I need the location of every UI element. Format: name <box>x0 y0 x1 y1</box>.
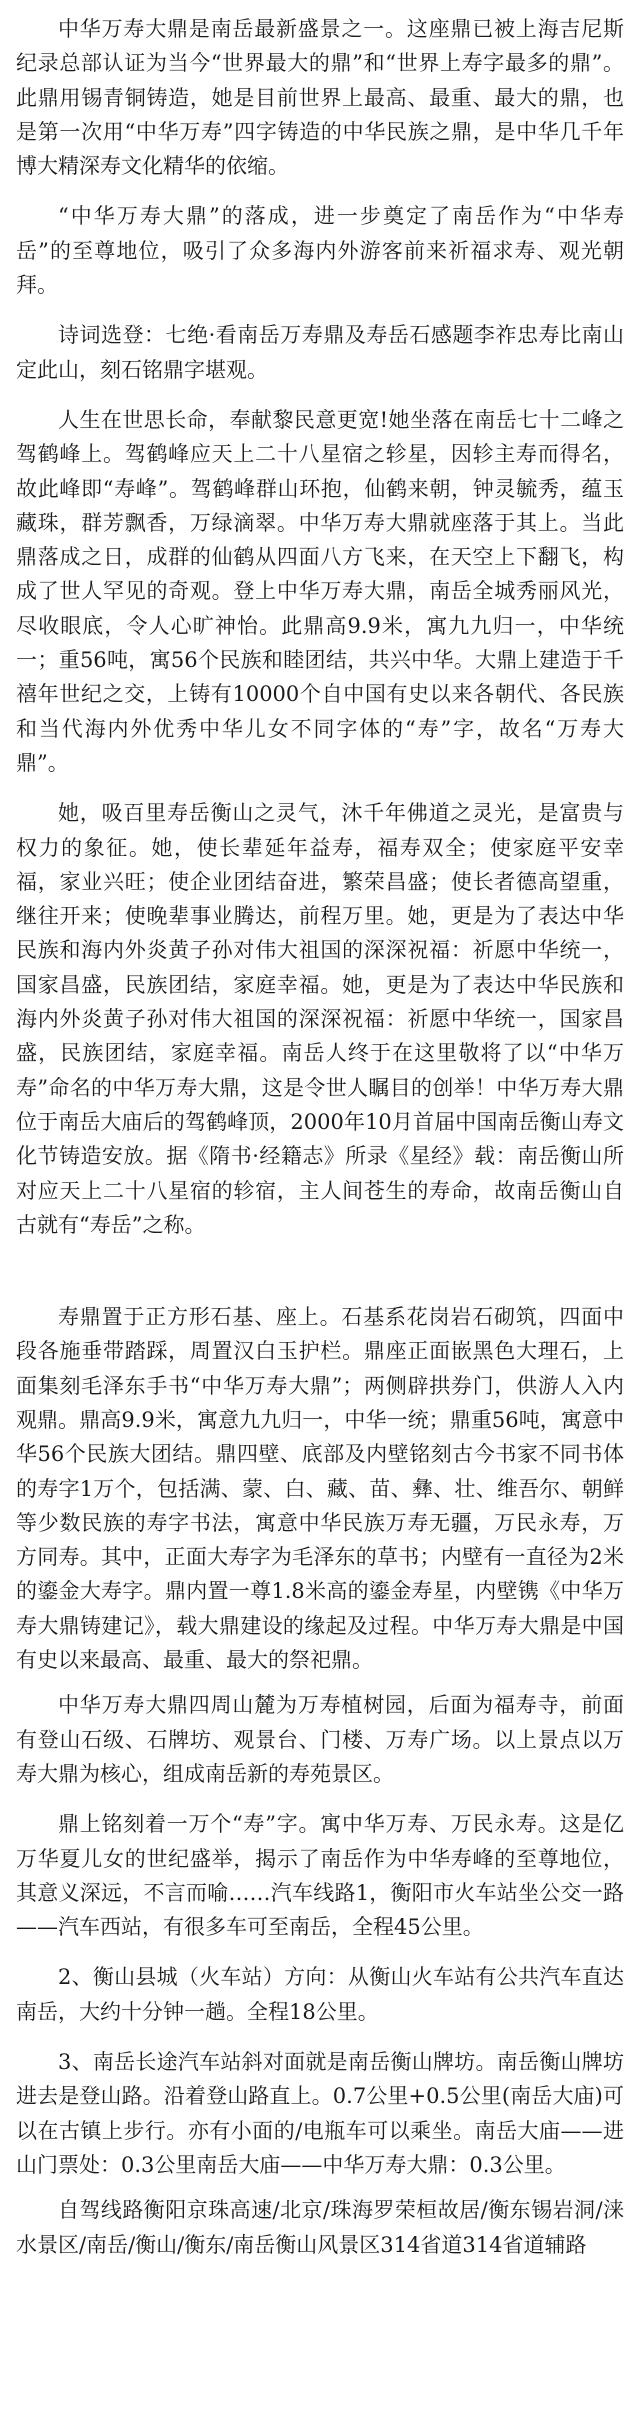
inscription-route-paragraph: 鼎上铭刻着一万个“寿”字。寓中华万寿、万民永寿。这是亿万华夏儿女的世纪盛举，揭示了南岳作为中华寿峰的至尊地位，其意义深远，不言而喻……汽车线路1，衡阳市火车站坐公交一路——汽车西站，有很多车可至南岳，全程45公里。 <box>16 1812 624 1940</box>
significance-paragraph: “中华万寿大鼎”的落成，进一步奠定了南岳作为“中华寿岳”的至尊地位，吸引了众多海内外游客前来祈福求寿、观光朝拜。 <box>16 204 624 298</box>
self-drive-paragraph: 自驾线路衡阳京珠高速/北京/珠海罗荣桓故居/衡东锡岩洞/涞水景区/南岳/衡山/衡东/南岳衡山风景区314省道314省道辅路 <box>16 2198 624 2257</box>
symbolism-paragraph: 她，吸百里寿岳衡山之灵气，沐千年佛道之灵光，是富贵与权力的象征。她，使长辈延年益寿，福寿双全；使家庭平安幸福，家业兴旺；使企业团结奋进，繁荣昌盛；使长者德高望重，继往开来；使晚辈事业腾达，前程万里。她，更是为了表达中华民族和海内外炎黄子孙对伟大祖国的深深祝福：祈愿中华统一，国家昌盛，民族团结，家庭幸福。她，更是为了表达中华民族和海内外炎黄子孙对伟大祖国的深深祝福：祈愿中华统一，国家昌盛，民族团结，家庭幸福。南岳人终于在这里敬将了以“中华万寿”命名的中华万寿大鼎，这是令世人瞩目的创举！中华万寿大鼎 位于南岳大庙后的驾鹤峰顶，2000年10月首届中国南岳衡山寿文化节铸造安放。据《隋书·经籍志》所录《星经》载：南岳衡山所对应天上二十八星宿的轸宿，主人间苍生的寿命，故南岳衡山自古就有“寿岳”之称。 <box>16 801 624 1237</box>
poem-paragraph: 诗词选登：七绝·看南岳万寿鼎及寿岳石感题李祚忠寿比南山定此山，刻石铭鼎字堪观。 <box>16 323 624 382</box>
surroundings-paragraph: 中华万寿大鼎四周山麓为万寿植树园，后面为福寿寺，前面有登山石级、石牌坊、观景台、门楼、万寿广场。以上景点以万寿大鼎为核心，组成南岳新的寿苑景区。 <box>16 1693 624 1786</box>
structure-paragraph: 寿鼎置于正方形石基、座上。石基系花岗岩石砌筑，四面中段各施垂带踏踩，周置汉白玉护栏。鼎座正面嵌黑色大理石，上面集刻毛泽东手书“中华万寿大鼎”；两侧辟拱券门，供游人入内观鼎。鼎高9.9米，寓意九九归一，中华一统；鼎重56吨，寓意中华56个民族大团结。鼎四壁、底部及内壁铭刻古今书家不同书体的寿字1万个，包括满、蒙、白、藏、苗、彝、壮、维吾尔、朝鲜等少数民族的寿字书法，寓意中华民族万寿无疆，万民永寿，万方同寿。其中，正面大寿字为毛泽东的草书；内壁有一直径为2米的鎏金大寿字。鼎内置一尊1.8米高的鎏金寿星，内壁镌《中华万寿大鼎铸建记》，载大鼎建设的缘起及过程。中华万寿大鼎是中国有史以来最高、最重、最大的祭祀鼎。 <box>16 1305 624 1673</box>
route-3-paragraph: 3、南岳长途汽车站斜对面就是南岳衡山牌坊。南岳衡山牌坊进去是登山路。沿着登山路直上。0.7公里+0.5公里(南岳大庙)可以在古镇上步行。亦有小面的/电瓶车可以乘坐。南岳大庙——进山门票处：0.3公里南岳大庙——中华万寿大鼎：0.3公里。 <box>16 2050 624 2177</box>
intro-paragraph: 中华万寿大鼎是南岳最新盛景之一。这座鼎已被上海吉尼斯纪录总部认证为当今“世界最大的鼎”和“世界上寿字最多的鼎”。此鼎用锡青铜铸造，她是目前世界上最高、最重、最大的鼎，也是第一次用“中华万寿”四字铸造的中华民族之鼎，是中华几千年博大精深寿文化精华的依缩。 <box>16 17 624 179</box>
location-paragraph: 人生在世思长命，奉献黎民意更宽!她坐落在南岳七十二峰之驾鹤峰上。驾鹤峰应天上二十八星宿之轸星，因轸主寿而得名，故此峰即“寿峰”。驾鹤峰群山环抱，仙鹤来朝，钟灵毓秀，蕴玉藏珠，群芳飘香，万绿滴翠。中华万寿大鼎就座落于其上。当此鼎落成之日，成群的仙鹤从四面八方飞来，在天空上下翻飞，构成了世人罕见的奇观。登上中华万寿大鼎，南岳全城秀丽风光，尽收眼底，令人心旷神怡。此鼎高9.9米，寓九九归一，中华统一；重56吨，寓56个民族和睦团结，共兴中华。大鼎上建造于千禧年世纪之交，上铸有10000个自中国有史以来各朝代、各民族和当代海内外优秀中华儿女不同字体的“寿”字，故名“万寿大鼎”。 <box>16 407 624 775</box>
route-2-paragraph: 2、衡山县城（火车站）方向：从衡山火车站有公共汽车直达南岳，大约十分钟一趟。全程18公里。 <box>16 1965 624 2024</box>
